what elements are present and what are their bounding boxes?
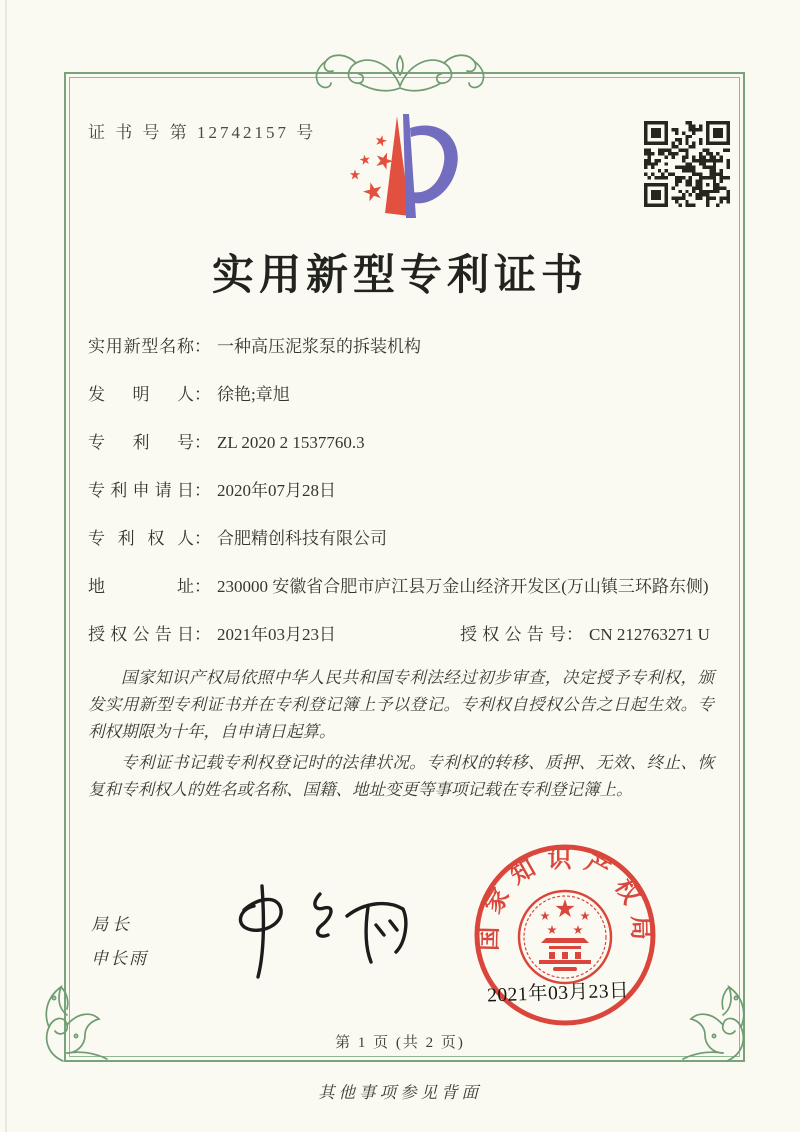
field-grant-row xyxy=(88,622,714,648)
bottom-right-scrollwork-ornament-icon xyxy=(666,974,758,1066)
field-grant-date: 授权公告日 ： 2021年03月23日 xyxy=(88,622,460,648)
director-signature-icon xyxy=(216,880,416,988)
certificate-number: 证 书 号 第 12742157 号 xyxy=(88,123,317,142)
seal-text: 国家知识产权局 xyxy=(476,847,654,952)
field-value: CN 212763271 U xyxy=(589,625,710,644)
certificate-fields xyxy=(88,334,714,648)
field-label: 授权公告号 xyxy=(460,625,566,644)
field-label: 地址 xyxy=(88,577,194,596)
field-grant-number: 授权公告号 ： CN 212763271 U xyxy=(460,622,714,648)
legal-text xyxy=(88,664,714,807)
field-value: 2020年07月28日 xyxy=(217,481,336,500)
field-utility-model-name: 实用新型名称 ： 一种高压泥浆泵的拆装机构 xyxy=(88,334,714,360)
field-patent-number: 专利号 ： ZL 2020 2 1537760.3 xyxy=(88,430,714,456)
legal-paragraph-1: 国家知识产权局依照中华人民共和国专利法经过初步审查，决定授予专利权，颁发实用新型专利证书并在专利登记簿上予以登记。专利权自授权公告之日起生效。专利权期限为十年，自申请日起算。 xyxy=(88,668,714,741)
legal-paragraph-2: 专利证书记载专利权登记时的法律状况。专利权的转移、质押、无效、终止、恢复和专利权人的姓名或名称、国籍、地址变更等事项记载在专利登记簿上。 xyxy=(88,753,714,799)
scan-edge xyxy=(5,0,7,1132)
signer-title: 局长 xyxy=(91,915,133,934)
signer-name: 申长雨 xyxy=(91,949,148,968)
certificate-title: 实用新型专利证书 xyxy=(211,253,588,299)
field-inventors: 发明人 ： 徐艳;章旭 xyxy=(88,382,714,408)
bottom-left-scrollwork-ornament-icon xyxy=(32,974,124,1066)
field-application-date: 专利申请日 ： 2020年07月28日 xyxy=(88,478,714,504)
footer-note: 其他事项参见背面 xyxy=(318,1083,482,1102)
field-value: 一种高压泥浆泵的拆装机构 xyxy=(217,337,421,356)
field-value: 合肥精创科技有限公司 xyxy=(217,529,387,548)
field-value: 230000 安徽省合肥市庐江县万金山经济开发区(万山镇三环路东侧) xyxy=(217,577,709,596)
qr-code-icon xyxy=(644,121,730,207)
cnipa-logo-icon xyxy=(338,104,470,234)
top-scrollwork-ornament-icon xyxy=(299,44,501,104)
field-address: 地址 ： 230000 安徽省合肥市庐江县万金山经济开发区(万山镇三环路东侧) xyxy=(88,574,714,600)
page-indicator: 第 1 页 (共 2 页) xyxy=(335,1035,465,1051)
field-label: 专利号 xyxy=(88,433,194,452)
field-label: 专利申请日 xyxy=(88,481,194,500)
svg-text:国家知识产权局 xyxy=(476,846,655,951)
field-label: 专利权人 xyxy=(88,529,194,548)
field-value: 徐艳;章旭 xyxy=(217,385,290,404)
field-label: 发明人 xyxy=(88,385,194,404)
field-value: ZL 2020 2 1537760.3 xyxy=(217,433,365,452)
field-label: 实用新型名称 xyxy=(88,337,194,356)
seal-date: 2021年03月23日 xyxy=(486,980,630,1007)
field-label: 授权公告日 xyxy=(88,625,194,644)
field-value: 2021年03月23日 xyxy=(217,625,336,644)
field-patentee: 专利权人 ： 合肥精创科技有限公司 xyxy=(88,526,714,552)
